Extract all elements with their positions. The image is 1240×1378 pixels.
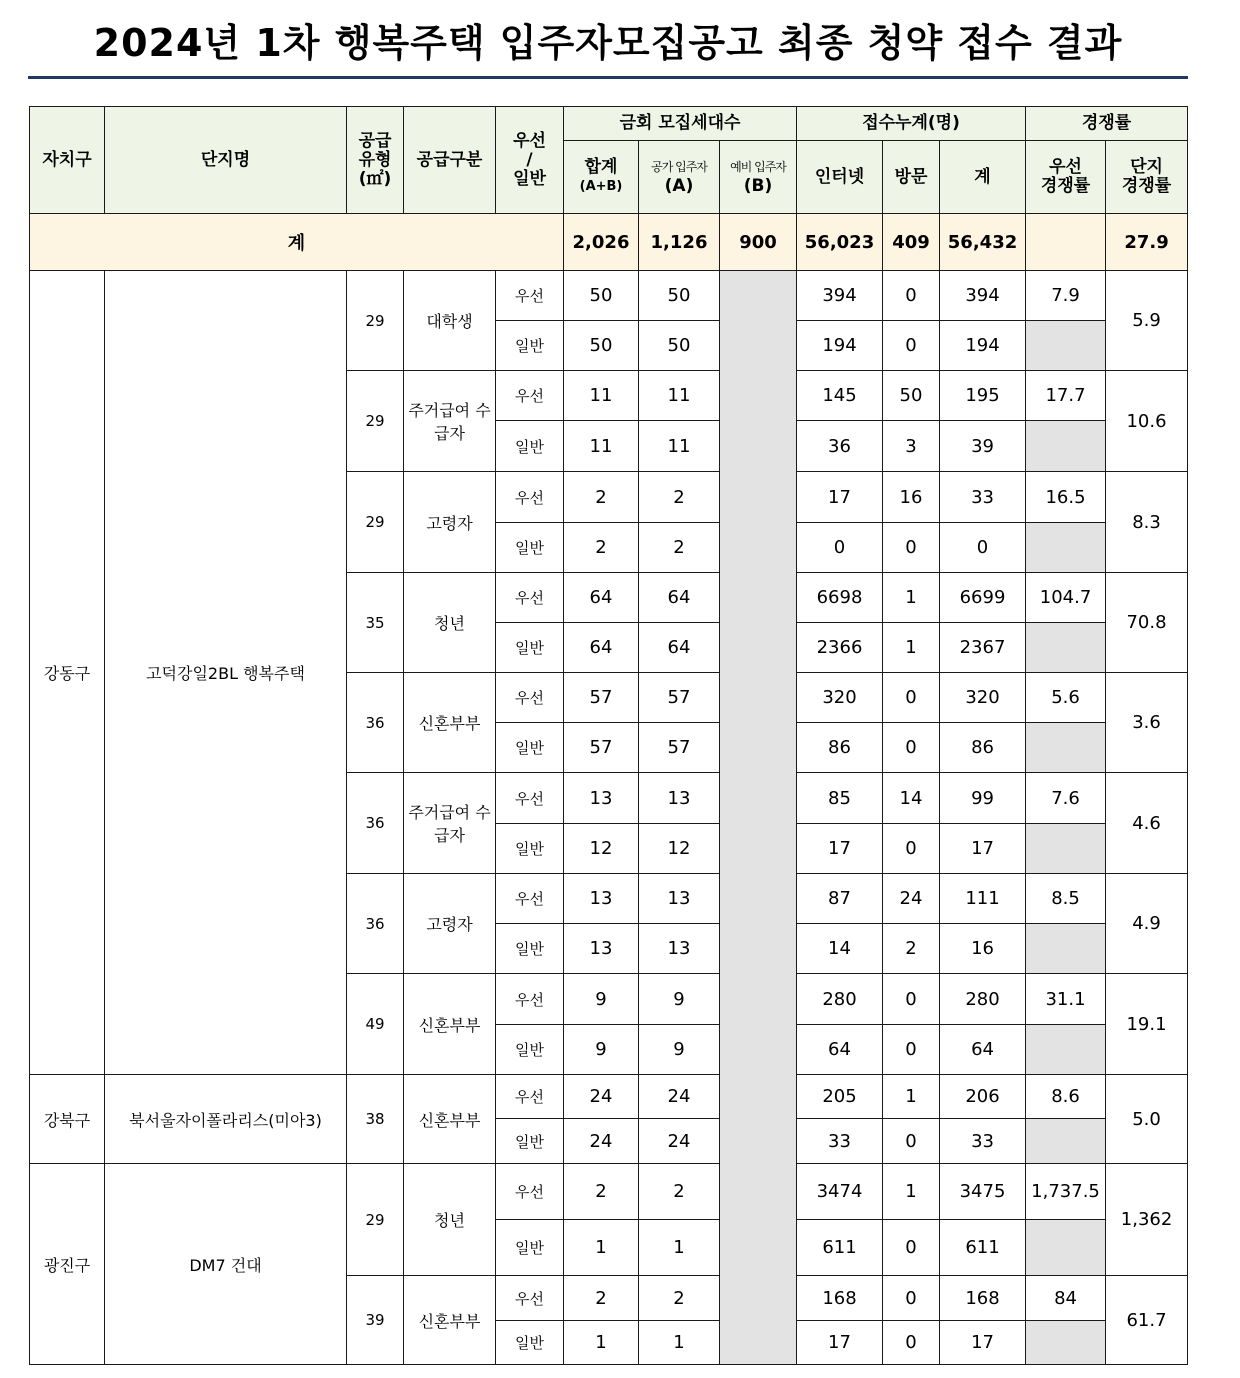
applicant-sum: 17 — [940, 1321, 1026, 1365]
priority-rate — [1026, 924, 1106, 974]
supply-type: 39 — [347, 1276, 404, 1365]
recruit-supply: 11 — [639, 421, 720, 472]
recruit-supply: 2 — [639, 523, 720, 573]
supply-category: 주거급여 수급자 — [404, 773, 496, 874]
visit-count: 0 — [883, 1220, 940, 1276]
priority-general: 우선 — [496, 371, 564, 421]
visit-count: 50 — [883, 371, 940, 421]
recruit-supply: 11 — [639, 371, 720, 421]
recruit-total: 11 — [564, 371, 639, 421]
priority-general: 일반 — [496, 1321, 564, 1365]
recruit-supply: 13 — [639, 874, 720, 924]
priority-general: 우선 — [496, 271, 564, 321]
header-visit: 방문 — [883, 141, 940, 214]
header-priority-rate: 우선 경쟁률 — [1026, 141, 1106, 214]
visit-count: 16 — [883, 472, 940, 523]
complex-rate: 8.3 — [1106, 472, 1188, 573]
internet-count: 394 — [797, 271, 883, 321]
recruit-total: 1 — [564, 1321, 639, 1365]
priority-general: 일반 — [496, 1220, 564, 1276]
visit-count: 0 — [883, 523, 940, 573]
complex-name: 고덕강일2BL 행복주택 — [105, 271, 347, 1075]
internet-count: 85 — [797, 773, 883, 824]
visit-count: 0 — [883, 1119, 940, 1164]
supply-category: 청년 — [404, 573, 496, 673]
recruit-supply: 57 — [639, 673, 720, 723]
recruit-total: 2 — [564, 523, 639, 573]
priority-rate: 8.6 — [1026, 1075, 1106, 1119]
priority-rate: 8.5 — [1026, 874, 1106, 924]
priority-general: 우선 — [496, 773, 564, 824]
supply-type: 29 — [347, 371, 404, 472]
recruit-total: 1 — [564, 1220, 639, 1276]
recruit-supply: 13 — [639, 924, 720, 974]
complex-name: DM7 건대 — [105, 1164, 347, 1365]
recruit-supply: 24 — [639, 1119, 720, 1164]
internet-count: 87 — [797, 874, 883, 924]
visit-count: 0 — [883, 321, 940, 371]
recruit-supply: 9 — [639, 1025, 720, 1075]
total-supply-a: 1,126 — [639, 214, 720, 271]
applicant-sum: 2367 — [940, 623, 1026, 673]
recruit-total: 2 — [564, 1276, 639, 1321]
complex-rate: 5.0 — [1106, 1075, 1188, 1164]
total-complex-rate: 27.9 — [1106, 214, 1188, 271]
applicant-sum: 17 — [940, 824, 1026, 874]
recruit-supply: 50 — [639, 321, 720, 371]
applicant-sum: 194 — [940, 321, 1026, 371]
visit-count: 0 — [883, 723, 940, 773]
supply-type: 36 — [347, 773, 404, 874]
supply-category: 신혼부부 — [404, 1276, 496, 1365]
priority-rate — [1026, 623, 1106, 673]
priority-rate — [1026, 1321, 1106, 1365]
header-complex-rate: 단지 경쟁률 — [1106, 141, 1188, 214]
recruit-supply: 9 — [639, 974, 720, 1025]
applicant-sum: 3475 — [940, 1164, 1026, 1220]
recruit-total: 12 — [564, 824, 639, 874]
priority-rate — [1026, 1119, 1106, 1164]
internet-count: 194 — [797, 321, 883, 371]
priority-general: 일반 — [496, 321, 564, 371]
priority-general: 일반 — [496, 1119, 564, 1164]
recruit-supply: 1 — [639, 1220, 720, 1276]
recruit-supply: 64 — [639, 623, 720, 673]
recruit-supply: 2 — [639, 1276, 720, 1321]
recruit-total: 13 — [564, 773, 639, 824]
header-priority: 우선 / 일반 — [496, 107, 564, 214]
priority-rate: 7.9 — [1026, 271, 1106, 321]
complex-rate: 4.6 — [1106, 773, 1188, 874]
recruit-supply: 24 — [639, 1075, 720, 1119]
priority-rate: 17.7 — [1026, 371, 1106, 421]
priority-general: 우선 — [496, 974, 564, 1025]
complex-rate: 3.6 — [1106, 673, 1188, 773]
applicant-sum: 0 — [940, 523, 1026, 573]
applicant-sum: 280 — [940, 974, 1026, 1025]
internet-count: 33 — [797, 1119, 883, 1164]
internet-count: 86 — [797, 723, 883, 773]
priority-rate: 84 — [1026, 1276, 1106, 1321]
complex-rate: 61.7 — [1106, 1276, 1188, 1365]
priority-general: 일반 — [496, 723, 564, 773]
recruit-supply: 2 — [639, 472, 720, 523]
header-total-ab: 합계 (A+B) — [564, 141, 639, 214]
recruit-supply: 50 — [639, 271, 720, 321]
internet-count: 17 — [797, 824, 883, 874]
visit-count: 0 — [883, 1025, 940, 1075]
visit-count: 1 — [883, 623, 940, 673]
priority-general: 일반 — [496, 523, 564, 573]
internet-count: 0 — [797, 523, 883, 573]
priority-rate — [1026, 1220, 1106, 1276]
header-sum: 계 — [940, 141, 1026, 214]
district-name: 광진구 — [30, 1164, 105, 1365]
visit-count: 0 — [883, 1276, 940, 1321]
applicant-sum: 206 — [940, 1075, 1026, 1119]
priority-rate: 1,737.5 — [1026, 1164, 1106, 1220]
internet-count: 36 — [797, 421, 883, 472]
visit-count: 0 — [883, 824, 940, 874]
priority-rate — [1026, 824, 1106, 874]
visit-count: 24 — [883, 874, 940, 924]
recruit-supply: 57 — [639, 723, 720, 773]
page-title: 2024년 1차 행복주택 입주자모집공고 최종 청약 접수 결과 — [93, 21, 1123, 65]
internet-count: 6698 — [797, 573, 883, 623]
supply-category: 신혼부부 — [404, 673, 496, 773]
internet-count: 64 — [797, 1025, 883, 1075]
applicant-sum: 86 — [940, 723, 1026, 773]
recruit-total: 57 — [564, 723, 639, 773]
internet-count: 280 — [797, 974, 883, 1025]
total-priority-rate — [1026, 214, 1106, 271]
applicant-sum: 6699 — [940, 573, 1026, 623]
recruit-total: 9 — [564, 1025, 639, 1075]
total-internet: 56,023 — [797, 214, 883, 271]
priority-general: 일반 — [496, 824, 564, 874]
visit-count: 1 — [883, 573, 940, 623]
supply-type: 35 — [347, 573, 404, 673]
header-apply-group: 접수누계(명) — [797, 107, 1026, 141]
priority-rate — [1026, 421, 1106, 472]
priority-general: 우선 — [496, 1164, 564, 1220]
recruit-total: 9 — [564, 974, 639, 1025]
internet-count: 168 — [797, 1276, 883, 1321]
applicant-sum: 394 — [940, 271, 1026, 321]
total-visit: 409 — [883, 214, 940, 271]
priority-general: 우선 — [496, 874, 564, 924]
supply-category: 청년 — [404, 1164, 496, 1276]
internet-count: 2366 — [797, 623, 883, 673]
internet-count: 17 — [797, 1321, 883, 1365]
results-table — [29, 106, 1188, 1365]
priority-general: 우선 — [496, 673, 564, 723]
recruit-total: 50 — [564, 321, 639, 371]
priority-general: 우선 — [496, 1276, 564, 1321]
header-complex: 단지명 — [105, 107, 347, 214]
complex-rate: 10.6 — [1106, 371, 1188, 472]
recruit-total: 2 — [564, 472, 639, 523]
complex-rate: 4.9 — [1106, 874, 1188, 974]
supply-category: 신혼부부 — [404, 974, 496, 1075]
applicant-sum: 195 — [940, 371, 1026, 421]
recruit-total: 24 — [564, 1075, 639, 1119]
supply-category: 고령자 — [404, 874, 496, 974]
header-category: 공급구분 — [404, 107, 496, 214]
supply-type: 29 — [347, 1164, 404, 1276]
internet-count: 3474 — [797, 1164, 883, 1220]
recruit-total: 64 — [564, 623, 639, 673]
supply-type: 36 — [347, 673, 404, 773]
supply-category: 대학생 — [404, 271, 496, 371]
applicant-sum: 111 — [940, 874, 1026, 924]
visit-count: 0 — [883, 974, 940, 1025]
applicant-sum: 168 — [940, 1276, 1026, 1321]
priority-rate — [1026, 723, 1106, 773]
visit-count: 2 — [883, 924, 940, 974]
recruit-total: 24 — [564, 1119, 639, 1164]
priority-rate: 7.6 — [1026, 773, 1106, 824]
header-supply-a: 공가 입주자 (A) — [639, 141, 720, 214]
supply-type: 29 — [347, 472, 404, 573]
priority-rate: 5.6 — [1026, 673, 1106, 723]
total-label: 계 — [30, 214, 564, 271]
priority-general: 일반 — [496, 623, 564, 673]
visit-count: 0 — [883, 673, 940, 723]
header-supply-type: 공급 유형 (㎡) — [347, 107, 404, 214]
applicant-sum: 99 — [940, 773, 1026, 824]
supply-category: 주거급여 수급자 — [404, 371, 496, 472]
internet-count: 320 — [797, 673, 883, 723]
priority-general: 우선 — [496, 573, 564, 623]
recruit-total: 64 — [564, 573, 639, 623]
title-underline — [28, 76, 1188, 79]
visit-count: 1 — [883, 1075, 940, 1119]
applicant-sum: 39 — [940, 421, 1026, 472]
priority-rate: 31.1 — [1026, 974, 1106, 1025]
complex-rate: 70.8 — [1106, 573, 1188, 673]
header-reserve-b: 예비 입주자 (B) — [720, 141, 797, 214]
total-applicants: 56,432 — [940, 214, 1026, 271]
internet-count: 205 — [797, 1075, 883, 1119]
priority-rate — [1026, 523, 1106, 573]
supply-type: 29 — [347, 271, 404, 371]
applicant-sum: 16 — [940, 924, 1026, 974]
applicant-sum: 33 — [940, 472, 1026, 523]
complex-rate: 5.9 — [1106, 271, 1188, 371]
total-row — [30, 214, 1188, 271]
internet-count: 145 — [797, 371, 883, 421]
header-internet: 인터넷 — [797, 141, 883, 214]
priority-rate: 16.5 — [1026, 472, 1106, 523]
priority-general: 우선 — [496, 472, 564, 523]
recruit-supply: 64 — [639, 573, 720, 623]
recruit-total: 13 — [564, 874, 639, 924]
recruit-total: 50 — [564, 271, 639, 321]
supply-category: 고령자 — [404, 472, 496, 573]
internet-count: 611 — [797, 1220, 883, 1276]
recruit-total: 13 — [564, 924, 639, 974]
recruit-supply: 2 — [639, 1164, 720, 1220]
internet-count: 14 — [797, 924, 883, 974]
recruit-total: 2 — [564, 1164, 639, 1220]
complex-rate: 19.1 — [1106, 974, 1188, 1075]
applicant-sum: 64 — [940, 1025, 1026, 1075]
complex-name: 북서울자이폴라리스(미아3) — [105, 1075, 347, 1164]
visit-count: 3 — [883, 421, 940, 472]
total-reserve-b: 900 — [720, 214, 797, 271]
table-row — [30, 1164, 1188, 1220]
table-row — [30, 1075, 1188, 1119]
visit-count: 0 — [883, 271, 940, 321]
applicant-sum: 611 — [940, 1220, 1026, 1276]
supply-type: 38 — [347, 1075, 404, 1164]
recruit-supply: 13 — [639, 773, 720, 824]
recruit-total: 57 — [564, 673, 639, 723]
priority-rate — [1026, 321, 1106, 371]
internet-count: 17 — [797, 472, 883, 523]
header-district: 자치구 — [30, 107, 105, 214]
table-row — [30, 271, 1188, 321]
applicant-sum: 33 — [940, 1119, 1026, 1164]
district-name: 강동구 — [30, 271, 105, 1075]
supply-type: 36 — [347, 874, 404, 974]
header-recruit-group: 금회 모집세대수 — [564, 107, 797, 141]
reserve-empty — [720, 271, 797, 1365]
priority-general: 우선 — [496, 1075, 564, 1119]
priority-general: 일반 — [496, 924, 564, 974]
total-sum-ab: 2,026 — [564, 214, 639, 271]
visit-count: 1 — [883, 1164, 940, 1220]
supply-type: 49 — [347, 974, 404, 1075]
header-comp-group: 경쟁률 — [1026, 107, 1188, 141]
priority-rate — [1026, 1025, 1106, 1075]
priority-general: 일반 — [496, 1025, 564, 1075]
district-name: 강북구 — [30, 1075, 105, 1164]
recruit-supply: 1 — [639, 1321, 720, 1365]
complex-rate: 1,362 — [1106, 1164, 1188, 1276]
priority-rate: 104.7 — [1026, 573, 1106, 623]
supply-category: 신혼부부 — [404, 1075, 496, 1164]
recruit-supply: 12 — [639, 824, 720, 874]
recruit-total: 11 — [564, 421, 639, 472]
visit-count: 0 — [883, 1321, 940, 1365]
visit-count: 14 — [883, 773, 940, 824]
priority-general: 일반 — [496, 421, 564, 472]
applicant-sum: 320 — [940, 673, 1026, 723]
